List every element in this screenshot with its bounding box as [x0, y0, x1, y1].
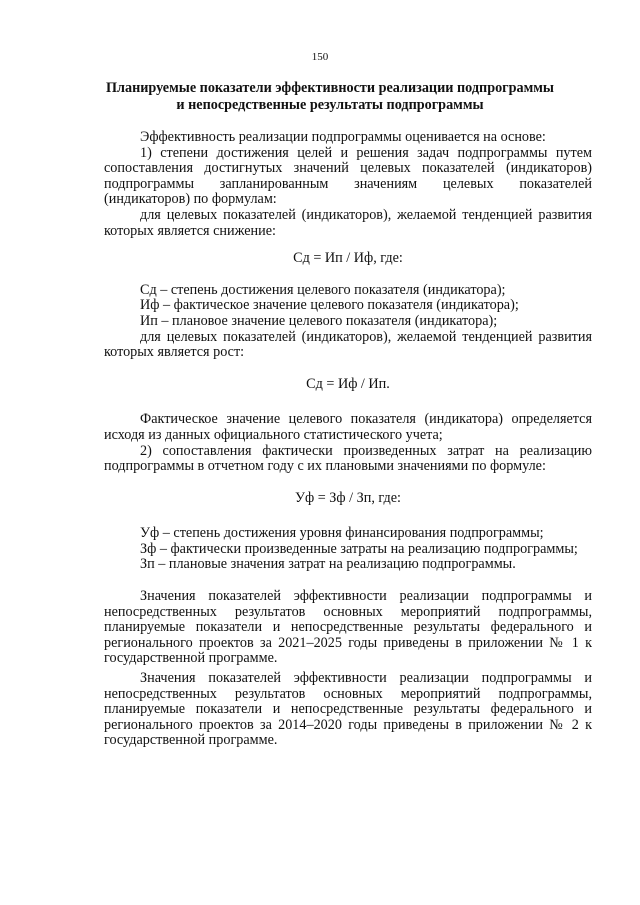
definition-sd: Сд – степень достижения целевого показателя (индикатора); [140, 281, 506, 298]
paragraph-intro: Эффективность реализации подпрограммы оценивается на основе: [140, 129, 546, 145]
paragraph-method-1: 1) степени достижения целей и решения задач подпрограммы путем сопоставления достигнутых значений целевых показателей (индикаторов) подпрограммы запланированным значениям целевых показателей (индикаторов) по формулам: [104, 144, 592, 208]
paragraph-appendix-2: Значения показателей эффективности реализации подпрограммы и непосредственных результатов основных мероприятий подпрограммы, планируемые показатели и непосредственные результаты федерального и регионального проектов за 2014–2020 годы приведены в приложении № 2 к государственной программе. [104, 670, 592, 749]
paragraph-method-2: 2) сопоставления фактически произведенных затрат на реализацию подпрограммы в отчетном году с их плановыми значениями по формуле: [104, 442, 592, 475]
paragraph-decrease: для целевых показателей (индикаторов), желаемой тенденцией развития которых является снижение: [104, 206, 592, 239]
definition-zf: Зф – фактически произведенные затраты на реализацию подпрограммы; [140, 540, 578, 557]
title-line-1: Планируемые показатели эффективности реализации подпрограммы [105, 80, 555, 96]
formula-3: Уф = Зф / Зп, где: [294, 489, 402, 506]
definition-uf: Уф – степень достижения уровня финансирования подпрограммы; [140, 525, 544, 542]
paragraph-actual-value: Фактическое значение целевого показателя (индикатора) определяется исходя из данных официального статистического учета; [104, 411, 592, 443]
section-title [60, 80, 600, 114]
formula-1: Сд = Ип / Иф, где: [293, 250, 403, 267]
title-line-2: и непосредственные результаты подпрограммы [176, 97, 484, 113]
formula-2: Сд = Иф / Ип. [306, 375, 390, 392]
definition-ip: Ип – плановое значение целевого показателя (индикатора); [140, 312, 498, 329]
paragraph-increase: для целевых показателей (индикаторов), желаемой тенденцией развития которых является рост: [104, 328, 592, 361]
document-body [104, 130, 592, 749]
paragraph-appendix-1: Значения показателей эффективности реализации подпрограммы и непосредственных результатов основных мероприятий подпрограммы, планируемые показатели и непосредственные результаты федерального и регионального проектов за 2021–2025 годы приведены в приложении № 1 к государственной программе. [104, 588, 592, 667]
definition-if: Иф – фактическое значение целевого показателя (индикатора); [140, 297, 519, 314]
definition-zp: Зп – плановые значения затрат на реализацию подпрограммы. [140, 556, 516, 573]
page-number: 150 [311, 51, 329, 63]
